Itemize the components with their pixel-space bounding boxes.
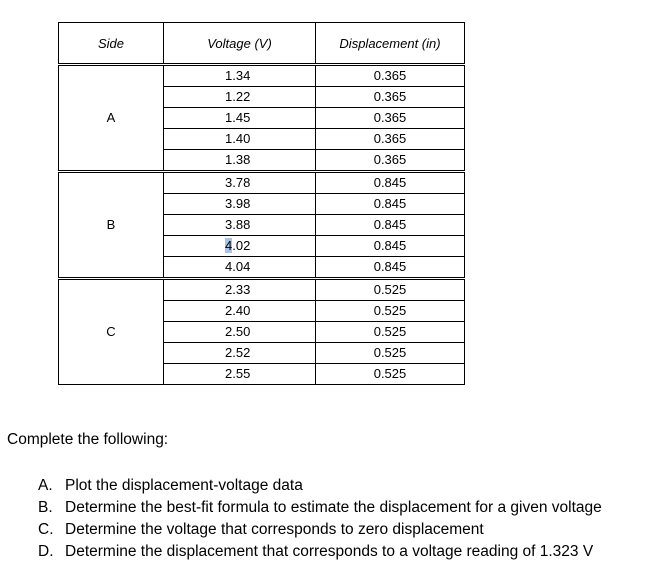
- displacement-cell: 0.365: [316, 65, 465, 87]
- voltage-cell: 1.34: [164, 65, 316, 87]
- displacement-cell: 0.525: [316, 279, 465, 301]
- displacement-cell: 0.845: [316, 172, 465, 194]
- displacement-header: Displacement (in): [316, 23, 465, 65]
- voltage-cell-selected: 4.02: [164, 236, 316, 257]
- voltage-cell: 4.04: [164, 257, 316, 279]
- task-item-c: [38, 520, 602, 542]
- displacement-cell: 0.525: [316, 322, 465, 343]
- displacement-cell: 0.845: [316, 215, 465, 236]
- table-row: [59, 65, 465, 87]
- task-list: [38, 476, 602, 564]
- task-item-b: [38, 498, 602, 520]
- voltage-cell: 1.38: [164, 150, 316, 172]
- displacement-cell: 0.365: [316, 108, 465, 129]
- voltage-cell: 2.55: [164, 364, 316, 385]
- task-letter: A.: [38, 477, 53, 494]
- voltage-cell: 2.50: [164, 322, 316, 343]
- text-selection-highlight: 4: [225, 238, 233, 253]
- side-header: Side: [59, 23, 164, 65]
- header-row: [59, 23, 465, 65]
- task-item-d: [38, 542, 602, 564]
- task-text: Plot the displacement-voltage data: [65, 477, 303, 494]
- instructions-intro: Complete the following:: [7, 431, 169, 448]
- data-table: [58, 22, 465, 385]
- voltage-cell: 1.40: [164, 129, 316, 150]
- displacement-cell: 0.365: [316, 129, 465, 150]
- table-row: [59, 279, 465, 301]
- task-text: Determine the voltage that corresponds to zero displacement: [65, 521, 484, 538]
- task-letter: B.: [38, 499, 53, 516]
- task-letter: D.: [38, 543, 54, 560]
- displacement-cell: 0.845: [316, 194, 465, 215]
- voltage-cell: 2.52: [164, 343, 316, 364]
- voltage-cell: 3.98: [164, 194, 316, 215]
- task-text: Determine the displacement that corresponds to a voltage reading of 1.323 V: [65, 543, 594, 560]
- table-row: [59, 172, 465, 194]
- voltage-cell: 2.40: [164, 301, 316, 322]
- side-label-b: B: [59, 172, 164, 279]
- task-item-a: [38, 476, 602, 498]
- displacement-cell: 0.845: [316, 257, 465, 279]
- side-label-c: C: [59, 279, 164, 385]
- voltage-cell: 1.45: [164, 108, 316, 129]
- voltage-cell: 1.22: [164, 87, 316, 108]
- displacement-cell: 0.365: [316, 150, 465, 172]
- displacement-cell: 0.525: [316, 364, 465, 385]
- voltage-cell: 3.88: [164, 215, 316, 236]
- displacement-cell: 0.525: [316, 343, 465, 364]
- task-letter: C.: [38, 521, 54, 538]
- displacement-cell: 0.525: [316, 301, 465, 322]
- displacement-cell: 0.845: [316, 236, 465, 257]
- side-label-a: A: [59, 65, 164, 172]
- voltage-header: Voltage (V): [164, 23, 316, 65]
- displacement-cell: 0.365: [316, 87, 465, 108]
- voltage-cell: 3.78: [164, 172, 316, 194]
- voltage-cell: 2.33: [164, 279, 316, 301]
- task-text: Determine the best-fit formula to estimate the displacement for a given voltage: [65, 499, 602, 516]
